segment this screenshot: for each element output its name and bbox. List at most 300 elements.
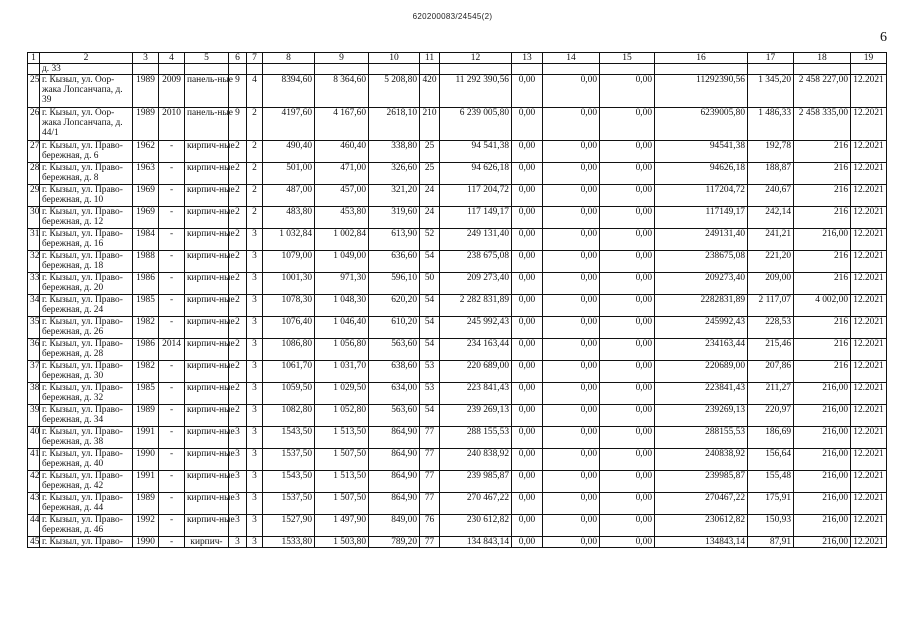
table-row — [28, 493, 887, 515]
table-cell: 117204,72 — [655, 185, 748, 207]
table-cell: 1533,80 — [263, 537, 315, 548]
table-cell: 0,00 — [543, 207, 600, 229]
table-cell: 1079,00 — [263, 251, 315, 273]
table-cell: 2 — [229, 229, 247, 251]
table-cell: 12.2021 — [851, 273, 887, 295]
table-cell: 0,00 — [543, 405, 600, 427]
table-cell: г. Кызыл, ул. Право-бережная, д. 30 — [40, 361, 133, 383]
table-cell: 3 — [247, 515, 263, 537]
continuation-row — [28, 64, 887, 75]
table-cell: 636,60 — [369, 251, 420, 273]
table-cell: 210 — [420, 108, 440, 141]
table-row — [28, 229, 887, 251]
table-cell: кирпич-ные — [185, 317, 229, 339]
table-cell: 4 — [247, 75, 263, 108]
table-cell: г. Кызыл, ул. Право-бережная, д. 26 — [40, 317, 133, 339]
table-cell: 1537,50 — [263, 449, 315, 471]
table-row — [28, 141, 887, 163]
table-cell: 490,40 — [263, 141, 315, 163]
table-cell: 1082,80 — [263, 405, 315, 427]
table-cell: 0,00 — [543, 229, 600, 251]
table-cell: 12.2021 — [851, 251, 887, 273]
table-cell: - — [159, 361, 185, 383]
table-cell: 0,00 — [543, 427, 600, 449]
table-cell: 230612,82 — [655, 515, 748, 537]
table-cell: - — [159, 383, 185, 405]
table-cell: 9 — [229, 75, 247, 108]
table-cell: 0,00 — [543, 108, 600, 141]
table-cell: 54 — [420, 339, 440, 361]
table-cell: 0,00 — [543, 537, 600, 548]
column-header: 2 — [40, 53, 133, 64]
table-cell: 0,00 — [512, 493, 543, 515]
table-cell: 4 167,60 — [315, 108, 369, 141]
table-cell: кирпич- — [185, 537, 229, 548]
column-header: 5 — [185, 53, 229, 64]
table-cell: 1543,50 — [263, 427, 315, 449]
column-header: 19 — [851, 53, 887, 64]
table-cell: 230 612,82 — [440, 515, 512, 537]
table-cell: 0,00 — [600, 427, 655, 449]
table-cell: 0,00 — [512, 317, 543, 339]
table-cell: 117 204,72 — [440, 185, 512, 207]
table-cell: 209,00 — [748, 273, 794, 295]
table-cell: 4197,60 — [263, 108, 315, 141]
table-row — [28, 361, 887, 383]
table-cell: 3 — [247, 471, 263, 493]
column-header: 9 — [315, 53, 369, 64]
table-cell: 0,00 — [600, 449, 655, 471]
table-cell: 134 843,14 — [440, 537, 512, 548]
column-header: 7 — [247, 53, 263, 64]
table-cell: 3 — [247, 405, 263, 427]
table-cell: кирпич-ные — [185, 273, 229, 295]
table-cell: 77 — [420, 493, 440, 515]
table-cell: 94 541,38 — [440, 141, 512, 163]
table-cell: 0,00 — [600, 295, 655, 317]
table-cell: 563,60 — [369, 405, 420, 427]
table-cell: 134843,14 — [655, 537, 748, 548]
table-cell: 209 273,40 — [440, 273, 512, 295]
table-cell: 8 364,60 — [315, 75, 369, 108]
table-cell: кирпич-ные — [185, 427, 229, 449]
table-cell: 1 513,50 — [315, 427, 369, 449]
table-cell: 150,93 — [748, 515, 794, 537]
table-cell: 234 163,44 — [440, 339, 512, 361]
table-cell: 1 345,20 — [748, 75, 794, 108]
table-cell: 501,00 — [263, 163, 315, 185]
table-cell: 239269,13 — [655, 405, 748, 427]
table-cell: 50 — [420, 273, 440, 295]
table-cell: 239985,87 — [655, 471, 748, 493]
table-cell: 2618,10 — [369, 108, 420, 141]
table-cell: 319,60 — [369, 207, 420, 229]
table-row — [28, 207, 887, 229]
table-cell: 12.2021 — [851, 493, 887, 515]
table-cell: 596,10 — [369, 273, 420, 295]
table-cell: 2014 — [159, 339, 185, 361]
table-cell: 0,00 — [543, 317, 600, 339]
table-cell: 1 046,40 — [315, 317, 369, 339]
column-header: 13 — [512, 53, 543, 64]
table-cell: 33 — [28, 273, 40, 295]
table-cell: 0,00 — [543, 471, 600, 493]
table-cell: 220 689,00 — [440, 361, 512, 383]
table-cell: 76 — [420, 515, 440, 537]
table-cell: 1 486,33 — [748, 108, 794, 141]
table-cell: 0,00 — [543, 163, 600, 185]
table-cell: 1 002,84 — [315, 229, 369, 251]
table-cell: 0,00 — [543, 339, 600, 361]
table-cell: 1 056,80 — [315, 339, 369, 361]
table-cell: 0,00 — [600, 108, 655, 141]
table-cell: 0,00 — [543, 141, 600, 163]
table-cell: 43 — [28, 493, 40, 515]
table-cell: 1986 — [133, 339, 159, 361]
table-cell: 0,00 — [512, 251, 543, 273]
table-cell: г. Кызыл, ул. Право-бережная, д. 32 — [40, 383, 133, 405]
table-cell: 1086,80 — [263, 339, 315, 361]
table-cell: 216 — [794, 339, 851, 361]
table-cell: 3 — [229, 515, 247, 537]
table-cell: 26 — [28, 108, 40, 141]
table-cell: 0,00 — [600, 537, 655, 548]
table-cell: кирпич-ные — [185, 361, 229, 383]
table-cell: 9 — [229, 108, 247, 141]
table-cell: 0,00 — [543, 361, 600, 383]
table-cell: 30 — [28, 207, 40, 229]
table-cell: 223 841,43 — [440, 383, 512, 405]
table-cell: 240838,92 — [655, 449, 748, 471]
table-cell: 239 985,87 — [440, 471, 512, 493]
column-header: 18 — [794, 53, 851, 64]
table-cell: 94541,38 — [655, 141, 748, 163]
table-cell: г. Кызыл, ул. Право-бережная, д. 28 — [40, 339, 133, 361]
table-cell: 216,00 — [794, 449, 851, 471]
column-header: 1 — [28, 53, 40, 64]
table-cell: 6239005,80 — [655, 108, 748, 141]
table-cell: 1982 — [133, 317, 159, 339]
table-cell: 216 — [794, 361, 851, 383]
table-cell: г. Кызыл, ул. Право-бережная, д. 18 — [40, 251, 133, 273]
table-cell: 0,00 — [512, 229, 543, 251]
table-cell: 457,00 — [315, 185, 369, 207]
table-cell: 54 — [420, 317, 440, 339]
document-id: 620200083/24545(2) — [412, 12, 493, 21]
table-cell: 3 — [247, 339, 263, 361]
table-cell: 12.2021 — [851, 75, 887, 108]
table-cell: 25 — [420, 141, 440, 163]
table-row — [28, 471, 887, 493]
table-cell: 216 — [794, 273, 851, 295]
table-cell: - — [159, 405, 185, 427]
table-cell: 1061,70 — [263, 361, 315, 383]
table-cell: г. Кызыл, ул. Право-бережная, д. 16 — [40, 229, 133, 251]
table-cell: 2 — [247, 163, 263, 185]
table-cell: 77 — [420, 471, 440, 493]
table-cell: 3 — [247, 427, 263, 449]
table-cell: 12.2021 — [851, 537, 887, 548]
table-cell: г. Кызыл, ул. Право-бережная, д. 8 — [40, 163, 133, 185]
table-cell: 487,00 — [263, 185, 315, 207]
column-header: 8 — [263, 53, 315, 64]
table-cell: 789,20 — [369, 537, 420, 548]
table-cell: 242,14 — [748, 207, 794, 229]
table-cell: 3 — [229, 537, 247, 548]
table-cell: 1963 — [133, 163, 159, 185]
table-cell: 338,80 — [369, 141, 420, 163]
table-cell: 1 052,80 — [315, 405, 369, 427]
table-cell: 216 — [794, 163, 851, 185]
table-cell: - — [159, 251, 185, 273]
table-cell: 188,87 — [748, 163, 794, 185]
table-cell: 24 — [420, 185, 440, 207]
table-cell: - — [159, 493, 185, 515]
table-cell: 0,00 — [512, 339, 543, 361]
table-cell: 32 — [28, 251, 40, 273]
table-cell: 2 — [229, 339, 247, 361]
table-cell: 0,00 — [600, 493, 655, 515]
table-cell: 2 — [229, 185, 247, 207]
table-cell: 270 467,22 — [440, 493, 512, 515]
table-cell: 0,00 — [600, 163, 655, 185]
table-cell: 220,97 — [748, 405, 794, 427]
table-cell: 216,00 — [794, 229, 851, 251]
table-cell: 1 048,30 — [315, 295, 369, 317]
table-cell: панель-ные — [185, 75, 229, 108]
table-cell: 29 — [28, 185, 40, 207]
table-cell: 216,00 — [794, 471, 851, 493]
table-cell: 216,00 — [794, 383, 851, 405]
table-cell: - — [159, 141, 185, 163]
table-cell: 35 — [28, 317, 40, 339]
table-cell: 5 208,80 — [369, 75, 420, 108]
table-cell: 42 — [28, 471, 40, 493]
table-cell: 12.2021 — [851, 185, 887, 207]
table-cell: кирпич-ные — [185, 207, 229, 229]
table-cell: 8394,60 — [263, 75, 315, 108]
table-cell: 12.2021 — [851, 207, 887, 229]
table-cell: 0,00 — [543, 273, 600, 295]
table-cell: кирпич-ные — [185, 515, 229, 537]
table-cell: г. Кызыл, ул. Право-бережная, д. 6 — [40, 141, 133, 163]
table-cell: г. Кызыл, ул. Право-бережная, д. 44 — [40, 493, 133, 515]
table-cell: 471,00 — [315, 163, 369, 185]
table-cell: 1989 — [133, 405, 159, 427]
table-cell: кирпич-ные — [185, 251, 229, 273]
table-cell: 216,00 — [794, 427, 851, 449]
table-cell: 1 032,84 — [263, 229, 315, 251]
table-cell: 238675,08 — [655, 251, 748, 273]
table-cell: 638,60 — [369, 361, 420, 383]
table-cell: 0,00 — [512, 427, 543, 449]
table-cell: г. Кызыл, ул. Оор-жака Лопсанчапа, д. 44/1 — [40, 108, 133, 141]
table-cell: 1990 — [133, 537, 159, 548]
table-cell: 12.2021 — [851, 427, 887, 449]
table-cell: 216,00 — [794, 405, 851, 427]
table-cell: 2 — [229, 317, 247, 339]
table-cell: г. Кызыл, ул. Право-бережная, д. 42 — [40, 471, 133, 493]
table-cell: 12.2021 — [851, 141, 887, 163]
table-row — [28, 427, 887, 449]
table-cell: 1001,30 — [263, 273, 315, 295]
table-cell: 54 — [420, 405, 440, 427]
table-cell: 1991 — [133, 471, 159, 493]
table-cell: 117 149,17 — [440, 207, 512, 229]
table-cell: 44 — [28, 515, 40, 537]
table-cell: - — [159, 185, 185, 207]
table-cell: - — [159, 229, 185, 251]
table-cell: 0,00 — [512, 273, 543, 295]
table-cell: 3 — [229, 471, 247, 493]
table-cell: 420 — [420, 75, 440, 108]
table-cell: 0,00 — [512, 383, 543, 405]
page-number: 6 — [880, 30, 887, 45]
table-cell: 28 — [28, 163, 40, 185]
table-cell: 54 — [420, 295, 440, 317]
table-cell: 0,00 — [600, 273, 655, 295]
table-cell: 40 — [28, 427, 40, 449]
table-cell: 2 — [247, 141, 263, 163]
table-cell: 1969 — [133, 207, 159, 229]
table-cell: 634,00 — [369, 383, 420, 405]
table-cell: г. Кызыл, ул. Право-бережная, д. 46 — [40, 515, 133, 537]
table-cell: 0,00 — [600, 251, 655, 273]
table-row — [28, 185, 887, 207]
table-cell: 1059,50 — [263, 383, 315, 405]
table-cell: 2 — [247, 108, 263, 141]
table-cell: 186,69 — [748, 427, 794, 449]
table-cell: 0,00 — [512, 471, 543, 493]
table-cell: 0,00 — [512, 141, 543, 163]
column-header: 12 — [440, 53, 512, 64]
table-cell: 3 — [247, 229, 263, 251]
table-cell: панель-ные — [185, 108, 229, 141]
table-cell: 0,00 — [543, 185, 600, 207]
table-cell: 12.2021 — [851, 317, 887, 339]
table-cell: 3 — [247, 449, 263, 471]
table-cell: кирпич-ные — [185, 339, 229, 361]
column-number-row — [28, 53, 887, 64]
table-cell: 0,00 — [600, 515, 655, 537]
table-row — [28, 295, 887, 317]
table-cell: 0,00 — [543, 515, 600, 537]
table-cell: 3 — [247, 273, 263, 295]
table-cell: кирпич-ные — [185, 185, 229, 207]
table-cell: 2 458 227,00 — [794, 75, 851, 108]
table-cell: 1 497,90 — [315, 515, 369, 537]
table-cell: 1986 — [133, 273, 159, 295]
table-cell: 117149,17 — [655, 207, 748, 229]
table-cell: 12.2021 — [851, 449, 887, 471]
table-cell: 3 — [229, 427, 247, 449]
table-cell: 2 — [229, 361, 247, 383]
table-cell: 216 — [794, 317, 851, 339]
table-cell: 12.2021 — [851, 108, 887, 141]
table-cell: 239 269,13 — [440, 405, 512, 427]
column-header: 14 — [543, 53, 600, 64]
table-cell: кирпич-ные — [185, 471, 229, 493]
table-cell: 0,00 — [600, 383, 655, 405]
table-cell: 45 — [28, 537, 40, 548]
table-cell: 38 — [28, 383, 40, 405]
table-row — [28, 449, 887, 471]
table-cell: 0,00 — [600, 141, 655, 163]
table-cell: 1 507,50 — [315, 493, 369, 515]
table-cell: 216,00 — [794, 537, 851, 548]
table-cell: 12.2021 — [851, 383, 887, 405]
table-cell: 77 — [420, 427, 440, 449]
table-cell: 156,64 — [748, 449, 794, 471]
table-row — [28, 537, 887, 548]
table-cell: 0,00 — [512, 75, 543, 108]
table-cell: 1989 — [133, 75, 159, 108]
table-cell: 613,90 — [369, 229, 420, 251]
table-cell: 216 — [794, 251, 851, 273]
column-header: 6 — [229, 53, 247, 64]
table-cell: 0,00 — [543, 75, 600, 108]
table-cell: - — [159, 537, 185, 548]
table-cell: 0,00 — [600, 361, 655, 383]
table-row — [28, 251, 887, 273]
table-cell: 1982 — [133, 361, 159, 383]
table-cell: - — [159, 273, 185, 295]
table-cell: 0,00 — [600, 229, 655, 251]
table-cell: 24 — [420, 207, 440, 229]
table-cell: 1990 — [133, 449, 159, 471]
table-cell: 216,00 — [794, 515, 851, 537]
table-cell: 209273,40 — [655, 273, 748, 295]
table-cell: 3 — [247, 537, 263, 548]
table-cell: 12.2021 — [851, 339, 887, 361]
table-cell: 11 292 390,56 — [440, 75, 512, 108]
table-cell: 0,00 — [600, 405, 655, 427]
table-cell: 0,00 — [512, 405, 543, 427]
table-cell: 864,90 — [369, 493, 420, 515]
table-cell: 1537,50 — [263, 493, 315, 515]
table-cell: 41 — [28, 449, 40, 471]
column-header: 11 — [420, 53, 440, 64]
table-cell: 87,91 — [748, 537, 794, 548]
column-header: 15 — [600, 53, 655, 64]
table-cell: 0,00 — [600, 75, 655, 108]
table-row — [28, 515, 887, 537]
table-cell: 1992 — [133, 515, 159, 537]
table-cell: 53 — [420, 383, 440, 405]
table-cell: 2 117,07 — [748, 295, 794, 317]
table-cell: 37 — [28, 361, 40, 383]
table-cell: 1 029,50 — [315, 383, 369, 405]
table-cell: 1543,50 — [263, 471, 315, 493]
table-cell: кирпич-ные — [185, 229, 229, 251]
table-cell: 234163,44 — [655, 339, 748, 361]
table-cell: 155,48 — [748, 471, 794, 493]
table-cell: 240,67 — [748, 185, 794, 207]
table-cell: 207,86 — [748, 361, 794, 383]
table-cell: 0,00 — [512, 163, 543, 185]
table-cell: 11292390,56 — [655, 75, 748, 108]
table-cell: 0,00 — [512, 295, 543, 317]
table-cell: г. Кызыл, ул. Право-бережная, д. 12 — [40, 207, 133, 229]
table-cell: 53 — [420, 361, 440, 383]
table-cell: 1527,90 — [263, 515, 315, 537]
table-cell: 0,00 — [600, 207, 655, 229]
table-cell: 460,40 — [315, 141, 369, 163]
table-cell: 12.2021 — [851, 229, 887, 251]
table-cell: 2 — [229, 251, 247, 273]
table-cell: 245992,43 — [655, 317, 748, 339]
table-cell: 2 — [229, 273, 247, 295]
